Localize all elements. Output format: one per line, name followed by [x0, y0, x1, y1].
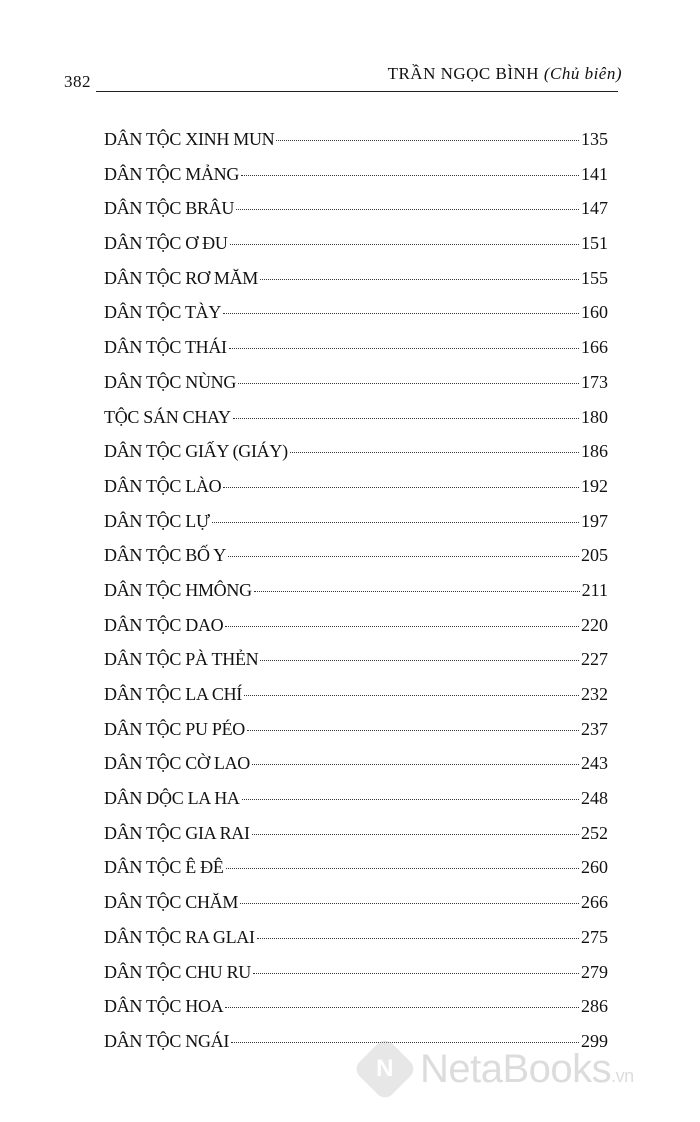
toc-entry-page: 220 [581, 614, 608, 635]
dot-leader [238, 383, 579, 384]
dot-leader [276, 140, 579, 141]
toc-entry-title: DÂN TỘC DAO [104, 614, 224, 635]
toc-entry-title: DÂN TỘC HOA [104, 996, 224, 1017]
dot-leader [252, 834, 579, 835]
dot-leader [290, 452, 579, 453]
toc-entry [104, 852, 608, 887]
dot-leader [233, 418, 579, 419]
toc-entry-title: DÂN TỘC TÀY [104, 302, 222, 323]
toc-entry-title: DÂN TỘC XINH MUN [104, 129, 275, 149]
dot-leader [260, 279, 579, 280]
toc-entry [104, 263, 608, 298]
toc-entry-page: 232 [581, 684, 608, 704]
dot-leader [229, 348, 579, 349]
dot-leader [228, 556, 579, 557]
toc-entry-page: 275 [581, 926, 608, 947]
toc-entry [104, 124, 608, 159]
toc-entry-title: DÂN TỘC CHU RU [104, 961, 251, 982]
toc-entry [104, 471, 608, 506]
toc-entry-page: 155 [581, 267, 608, 288]
dot-leader [225, 1007, 579, 1008]
toc-entry-page: 211 [581, 579, 608, 600]
toc-entry [104, 297, 608, 332]
toc-entry [104, 159, 608, 194]
author-name: TRẦN NGỌC BÌNH [387, 64, 540, 83]
toc-entry-title: DÂN TỘC HMÔNG [104, 579, 252, 600]
toc-entry [104, 402, 608, 437]
toc-entry [104, 644, 608, 679]
toc-entry-title: DÂN TỘC MẢNG [104, 163, 240, 184]
toc-entry-title: DÂN TỘC LỰ [104, 510, 210, 531]
toc-entry-title: DÂN TỘC LA CHÍ [104, 684, 242, 704]
toc-entry-page: 248 [581, 788, 608, 809]
toc-entry-page: 166 [581, 337, 608, 358]
dot-leader [236, 209, 579, 210]
brand-text [420, 1047, 634, 1092]
toc-entry [104, 714, 608, 749]
toc-entry [104, 991, 608, 1026]
toc-entry [104, 540, 608, 575]
toc-entry [104, 332, 608, 367]
toc-entry-title: DÂN TỘC NÙNG [104, 371, 237, 392]
page-header [0, 0, 700, 100]
toc-entry-page: 237 [581, 718, 608, 739]
toc-entry-title: DÂN TỘC LÀO [104, 475, 222, 496]
dot-leader [257, 938, 579, 939]
toc-entry-page: 186 [581, 441, 608, 462]
dot-leader [241, 175, 579, 176]
toc-entry-page: 279 [581, 961, 608, 982]
toc-entry-page: 160 [581, 302, 608, 323]
toc-entry-page: 147 [581, 198, 608, 219]
toc-entry-page: 243 [581, 753, 608, 774]
toc-entry [104, 783, 608, 818]
running-head [388, 64, 622, 84]
dot-leader [230, 244, 579, 245]
toc-entry-page: 227 [581, 649, 608, 670]
toc-entry-title: TỘC SÁN CHAY [104, 406, 231, 427]
brand-suffix: .vn [611, 1065, 634, 1086]
toc-entry-title: DÂN TỘC CỜ LAO [104, 753, 250, 774]
dot-leader [223, 487, 579, 488]
toc-entry [104, 193, 608, 228]
toc-entry-title: DÂN TỘC NGÁI [104, 1030, 230, 1051]
toc-entry-title: DÂN TỘC PU PÉO [104, 718, 245, 739]
toc-entry-page: 173 [581, 371, 608, 392]
brand-logo-icon [352, 1036, 417, 1101]
dot-leader [252, 764, 579, 765]
toc-entry-page: 299 [581, 1030, 608, 1051]
toc-entry [104, 506, 608, 541]
toc-entry-title: DÂN TỘC THÁI [104, 337, 227, 358]
toc-entry-title: DÂN TỘC Ê ĐÊ [104, 857, 224, 878]
brand-name: NetaBooks [420, 1046, 612, 1091]
toc-entry-title: DÂN TỘC Ơ ĐU [104, 233, 228, 254]
toc-entry-title: DÂN DỘC LA HA [104, 788, 240, 809]
toc-entry-title: DÂN TỘC CHĂM [104, 892, 239, 913]
toc-entry [104, 957, 608, 992]
toc-entry-page: 252 [581, 822, 608, 843]
toc-entry [104, 679, 608, 714]
dot-leader [260, 660, 579, 661]
dot-leader [247, 730, 579, 731]
header-rule [96, 91, 618, 92]
toc-entry [104, 610, 608, 645]
dot-leader [240, 903, 579, 904]
dot-leader [242, 799, 579, 800]
toc-entry [104, 367, 608, 402]
toc-entry-title: DÂN TỘC PÀ THẺN [104, 649, 259, 670]
toc-entry [104, 887, 608, 922]
brand-logo-letter: N [376, 1055, 394, 1082]
toc-entry-title: DÂN TỘC BỐ Y [104, 545, 226, 566]
toc-entry-title: DÂN TỘC RA GLAI [104, 926, 255, 947]
toc-entry-page: 266 [581, 892, 608, 913]
toc-entry-page: 151 [581, 233, 608, 254]
table-of-contents [104, 124, 608, 1061]
dot-leader [244, 695, 579, 696]
toc-entry-page: 205 [581, 545, 608, 566]
toc-entry-page: 192 [581, 475, 608, 496]
toc-entry-page: 180 [581, 406, 608, 427]
toc-entry-title: DÂN TỘC BRÂU [104, 198, 235, 219]
author-role: (Chủ biên) [543, 64, 622, 83]
dot-leader [226, 868, 579, 869]
toc-entry-page: 141 [581, 163, 608, 184]
toc-entry [104, 575, 608, 610]
dot-leader [223, 313, 579, 314]
toc-entry [104, 922, 608, 957]
toc-entry-title: DÂN TỘC GIẤY (GIÁY) [104, 441, 288, 462]
dot-leader [254, 591, 580, 592]
dot-leader [253, 973, 579, 974]
toc-entry-page: 286 [581, 996, 608, 1017]
toc-entry-page: 197 [581, 510, 608, 531]
watermark [362, 1046, 634, 1092]
page-number: 382 [64, 72, 91, 91]
toc-entry [104, 436, 608, 471]
dot-leader [231, 1042, 579, 1043]
toc-entry-page: 135 [581, 129, 608, 149]
toc-entry [104, 228, 608, 263]
toc-entry-title: DÂN TỘC GIA RAI [104, 822, 250, 843]
dot-leader [212, 522, 579, 523]
dot-leader [225, 626, 579, 627]
toc-entry-title: DÂN TỘC RƠ MĂM [104, 267, 258, 288]
toc-entry [104, 748, 608, 783]
toc-entry-page: 260 [581, 857, 608, 878]
toc-entry [104, 818, 608, 853]
